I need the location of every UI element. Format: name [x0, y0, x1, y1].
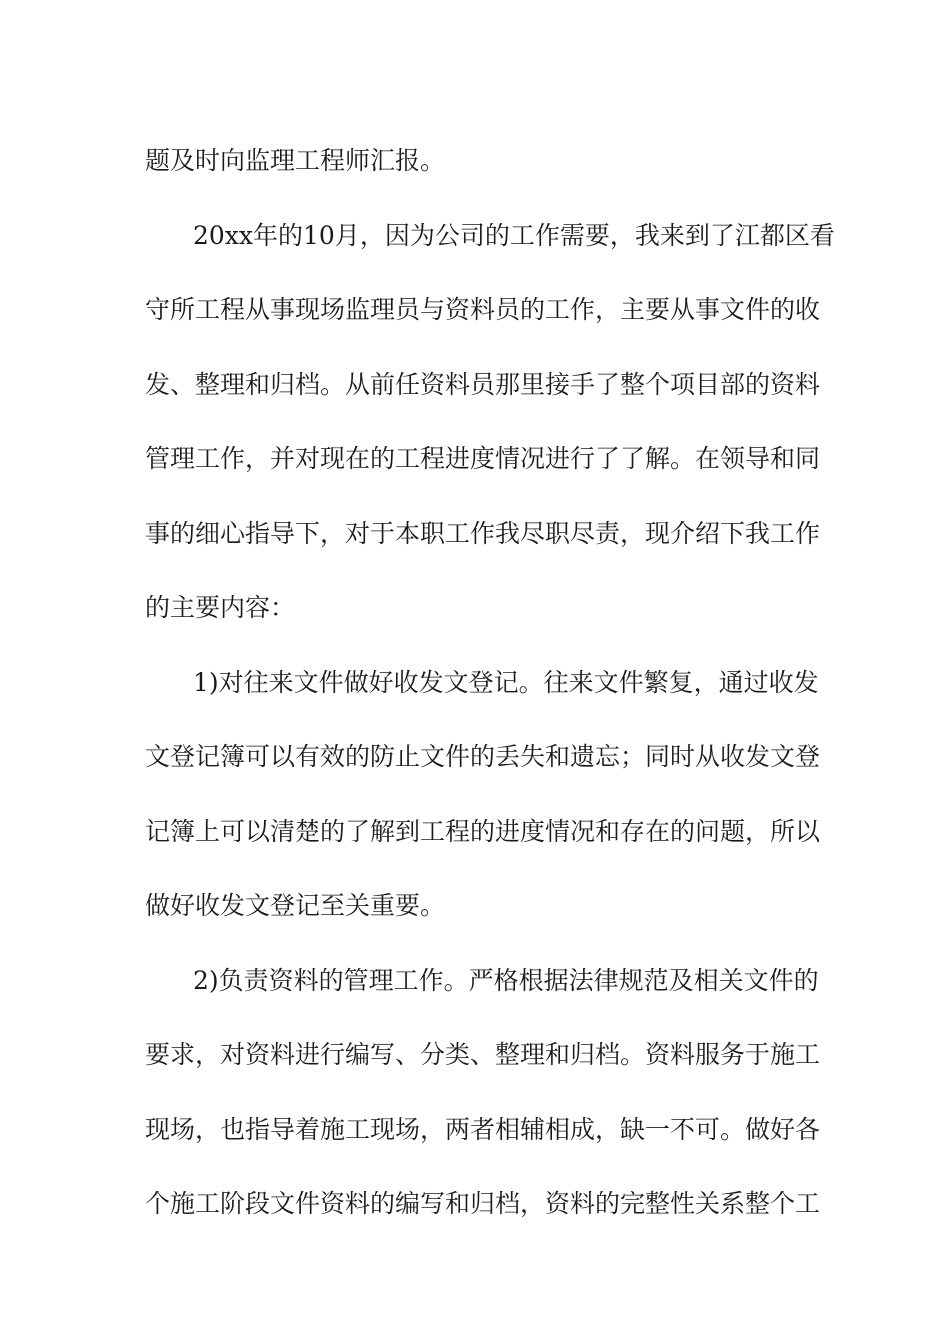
document-body [145, 124, 835, 1242]
text-line: 发、整理和归档。从前任资料员那里接手了整个项目部的资料 [145, 369, 821, 399]
paragraph-start-line: 1)对往来文件做好收发文登记。往来文件繁复，通过收发 [193, 667, 819, 697]
text-line: 记簿上可以清楚的了解到工程的进度情况和存在的问题，所以 [145, 816, 821, 846]
paragraph-start-line: 20xx年的10月，因为公司的工作需要，我来到了江都区看 [193, 220, 835, 250]
text-line: 做好收发文登记至关重要。 [145, 891, 446, 920]
text-line: 守所工程从事现场监理员与资料员的工作，主要从事文件的收 [145, 295, 821, 324]
paragraph-start-line: 2)负责资料的管理工作。严格根据法律规范及相关文件的 [193, 965, 819, 995]
text-line: 题及时向监理工程师汇报。 [145, 146, 446, 175]
text-line: 文登记簿可以有效的防止文件的丢失和遗忘；同时从收发文登 [145, 742, 821, 771]
text-line: 管理工作，并对现在的工程进度情况进行了了解。在领导和同 [145, 444, 821, 473]
text-line: 的主要内容： [145, 593, 296, 622]
text-line: 个施工阶段文件资料的编写和归档，资料的完整性关系整个工 [145, 1189, 821, 1218]
text-line: 要求，对资料进行编写、分类、整理和归档。资料服务于施工 [145, 1040, 821, 1069]
text-line: 现场，也指导着施工现场，两者相辅相成，缺一不可。做好各 [145, 1114, 821, 1144]
text-line: 事的细心指导下，对于本职工作我尽职尽责，现介绍下我工作 [145, 518, 821, 548]
